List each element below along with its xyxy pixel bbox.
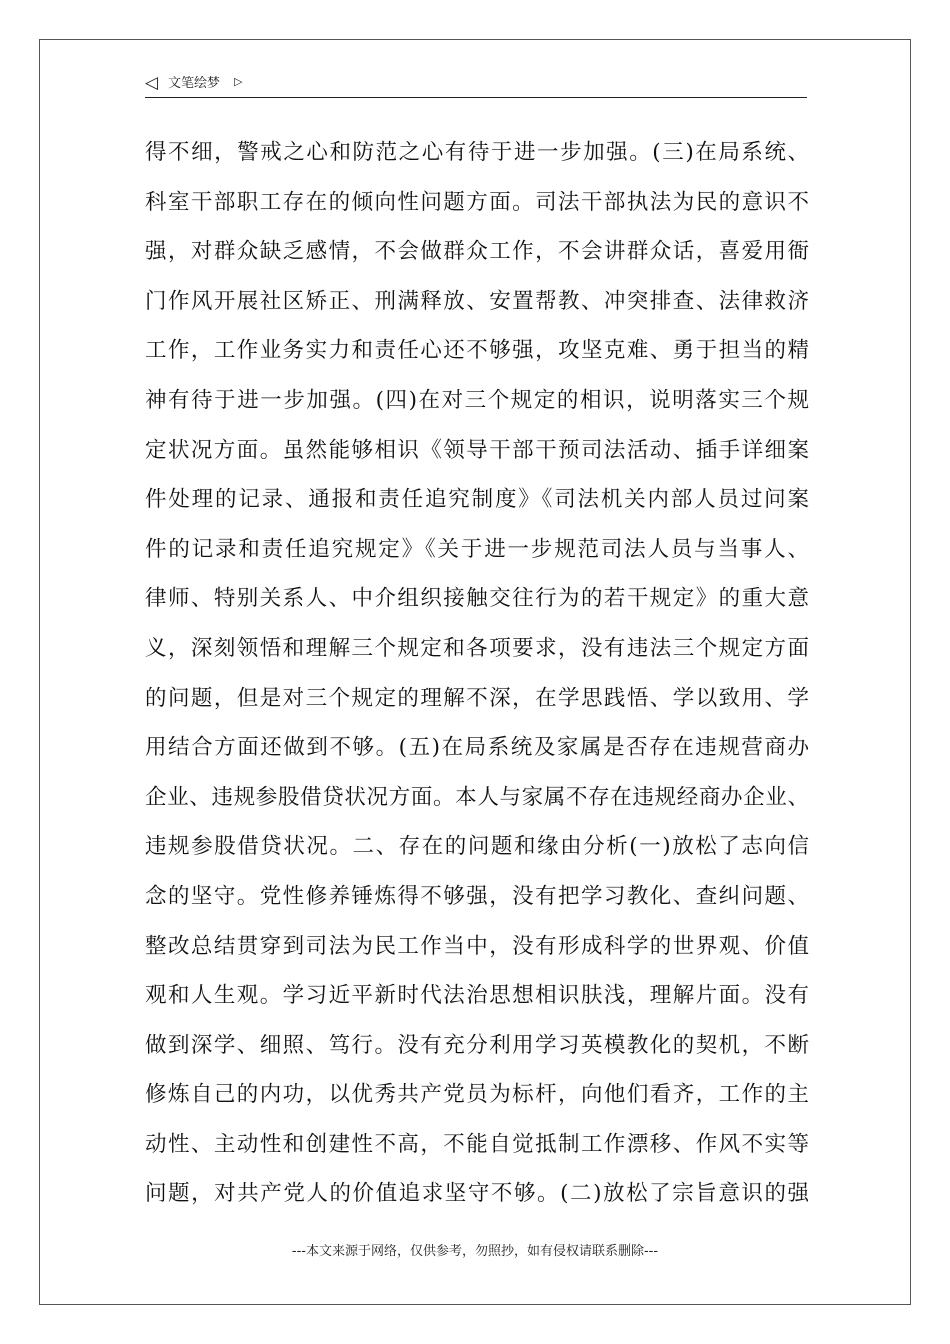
body-line: 件的记录和责任追究规定》《关于进一步规范司法人员与当事人、 xyxy=(145,536,809,562)
body-line: 修炼自己的内功，以优秀共产党员为标杆，向他们看齐，工作的主 xyxy=(145,1082,809,1108)
body-line: 工作，工作业务实力和责任心还不够强，攻坚克难、勇于担当的精 xyxy=(145,338,809,364)
body-line: 神有待于进一步加强。(四)在对三个规定的相识，说明落实三个规 xyxy=(145,387,809,413)
body-line: 念的坚守。党性修养锤炼得不够强，没有把学习教化、查纠问题、 xyxy=(145,883,809,909)
body-line: 观和人生观。学习近平新时代法治思想相识肤浅，理解片面。没有 xyxy=(145,983,809,1009)
body-line: 定状况方面。虽然能够相识《领导干部干预司法活动、插手详细案 xyxy=(145,437,809,463)
body-line: 件处理的记录、通报和责任追究制度》《司法机关内部人员过问案 xyxy=(145,487,809,513)
body-line: 义，深刻领悟和理解三个规定和各项要求，没有违法三个规定方面 xyxy=(145,635,809,661)
body-line: 律师、特别关系人、中介组织接触交往行为的若干规定》的重大意 xyxy=(145,586,809,612)
triangle-left-outline-icon: ◁ xyxy=(145,73,159,93)
body-line: 违规参股借贷状况。二、存在的问题和缘由分析(一)放松了志向信 xyxy=(145,834,809,860)
body-line: 企业、违规参股借贷状况方面。本人与家属不存在违规经商办企业、 xyxy=(145,784,809,810)
body-line: 科室干部职工存在的倾向性问题方面。司法干部执法为民的意识不 xyxy=(145,189,809,215)
body-line: 做到深学、细照、笃行。没有充分利用学习英模教化的契机，不断 xyxy=(145,1032,809,1058)
body-line: 问题，对共产党人的价值追求坚守不够。(二)放松了宗旨意识的强 xyxy=(145,1181,809,1207)
body-line: 的问题，但是对三个规定的理解不深，在学思践悟、学以致用、学 xyxy=(145,685,809,711)
triangle-right-outline-icon: ▷ xyxy=(234,75,243,88)
body-line: 门作风开展社区矫正、刑满释放、安置帮教、冲突排查、法律救济 xyxy=(145,288,809,314)
page-header xyxy=(145,72,807,98)
body-line: 整改总结贯穿到司法为民工作当中，没有形成科学的世界观、价值 xyxy=(145,933,809,959)
header-title: 文笔绘梦 xyxy=(168,76,221,91)
body-line: 动性、主动性和创建性不高，不能自觉抵制工作漂移、作风不实等 xyxy=(145,1131,809,1157)
document-body xyxy=(145,128,809,1219)
body-line: 强，对群众缺乏感情，不会做群众工作，不会讲群众话，喜爱用衙 xyxy=(145,239,809,265)
body-line: 用结合方面还做到不够。(五)在局系统及家属是否存在违规营商办 xyxy=(145,735,809,761)
body-line: 得不细，警戒之心和防范之心有待于进一步加强。(三)在局系统、 xyxy=(145,140,809,165)
footer-disclaimer: ---本文来源于网络，仅供参考，勿照抄，如有侵权请联系删除--- xyxy=(291,1244,659,1259)
